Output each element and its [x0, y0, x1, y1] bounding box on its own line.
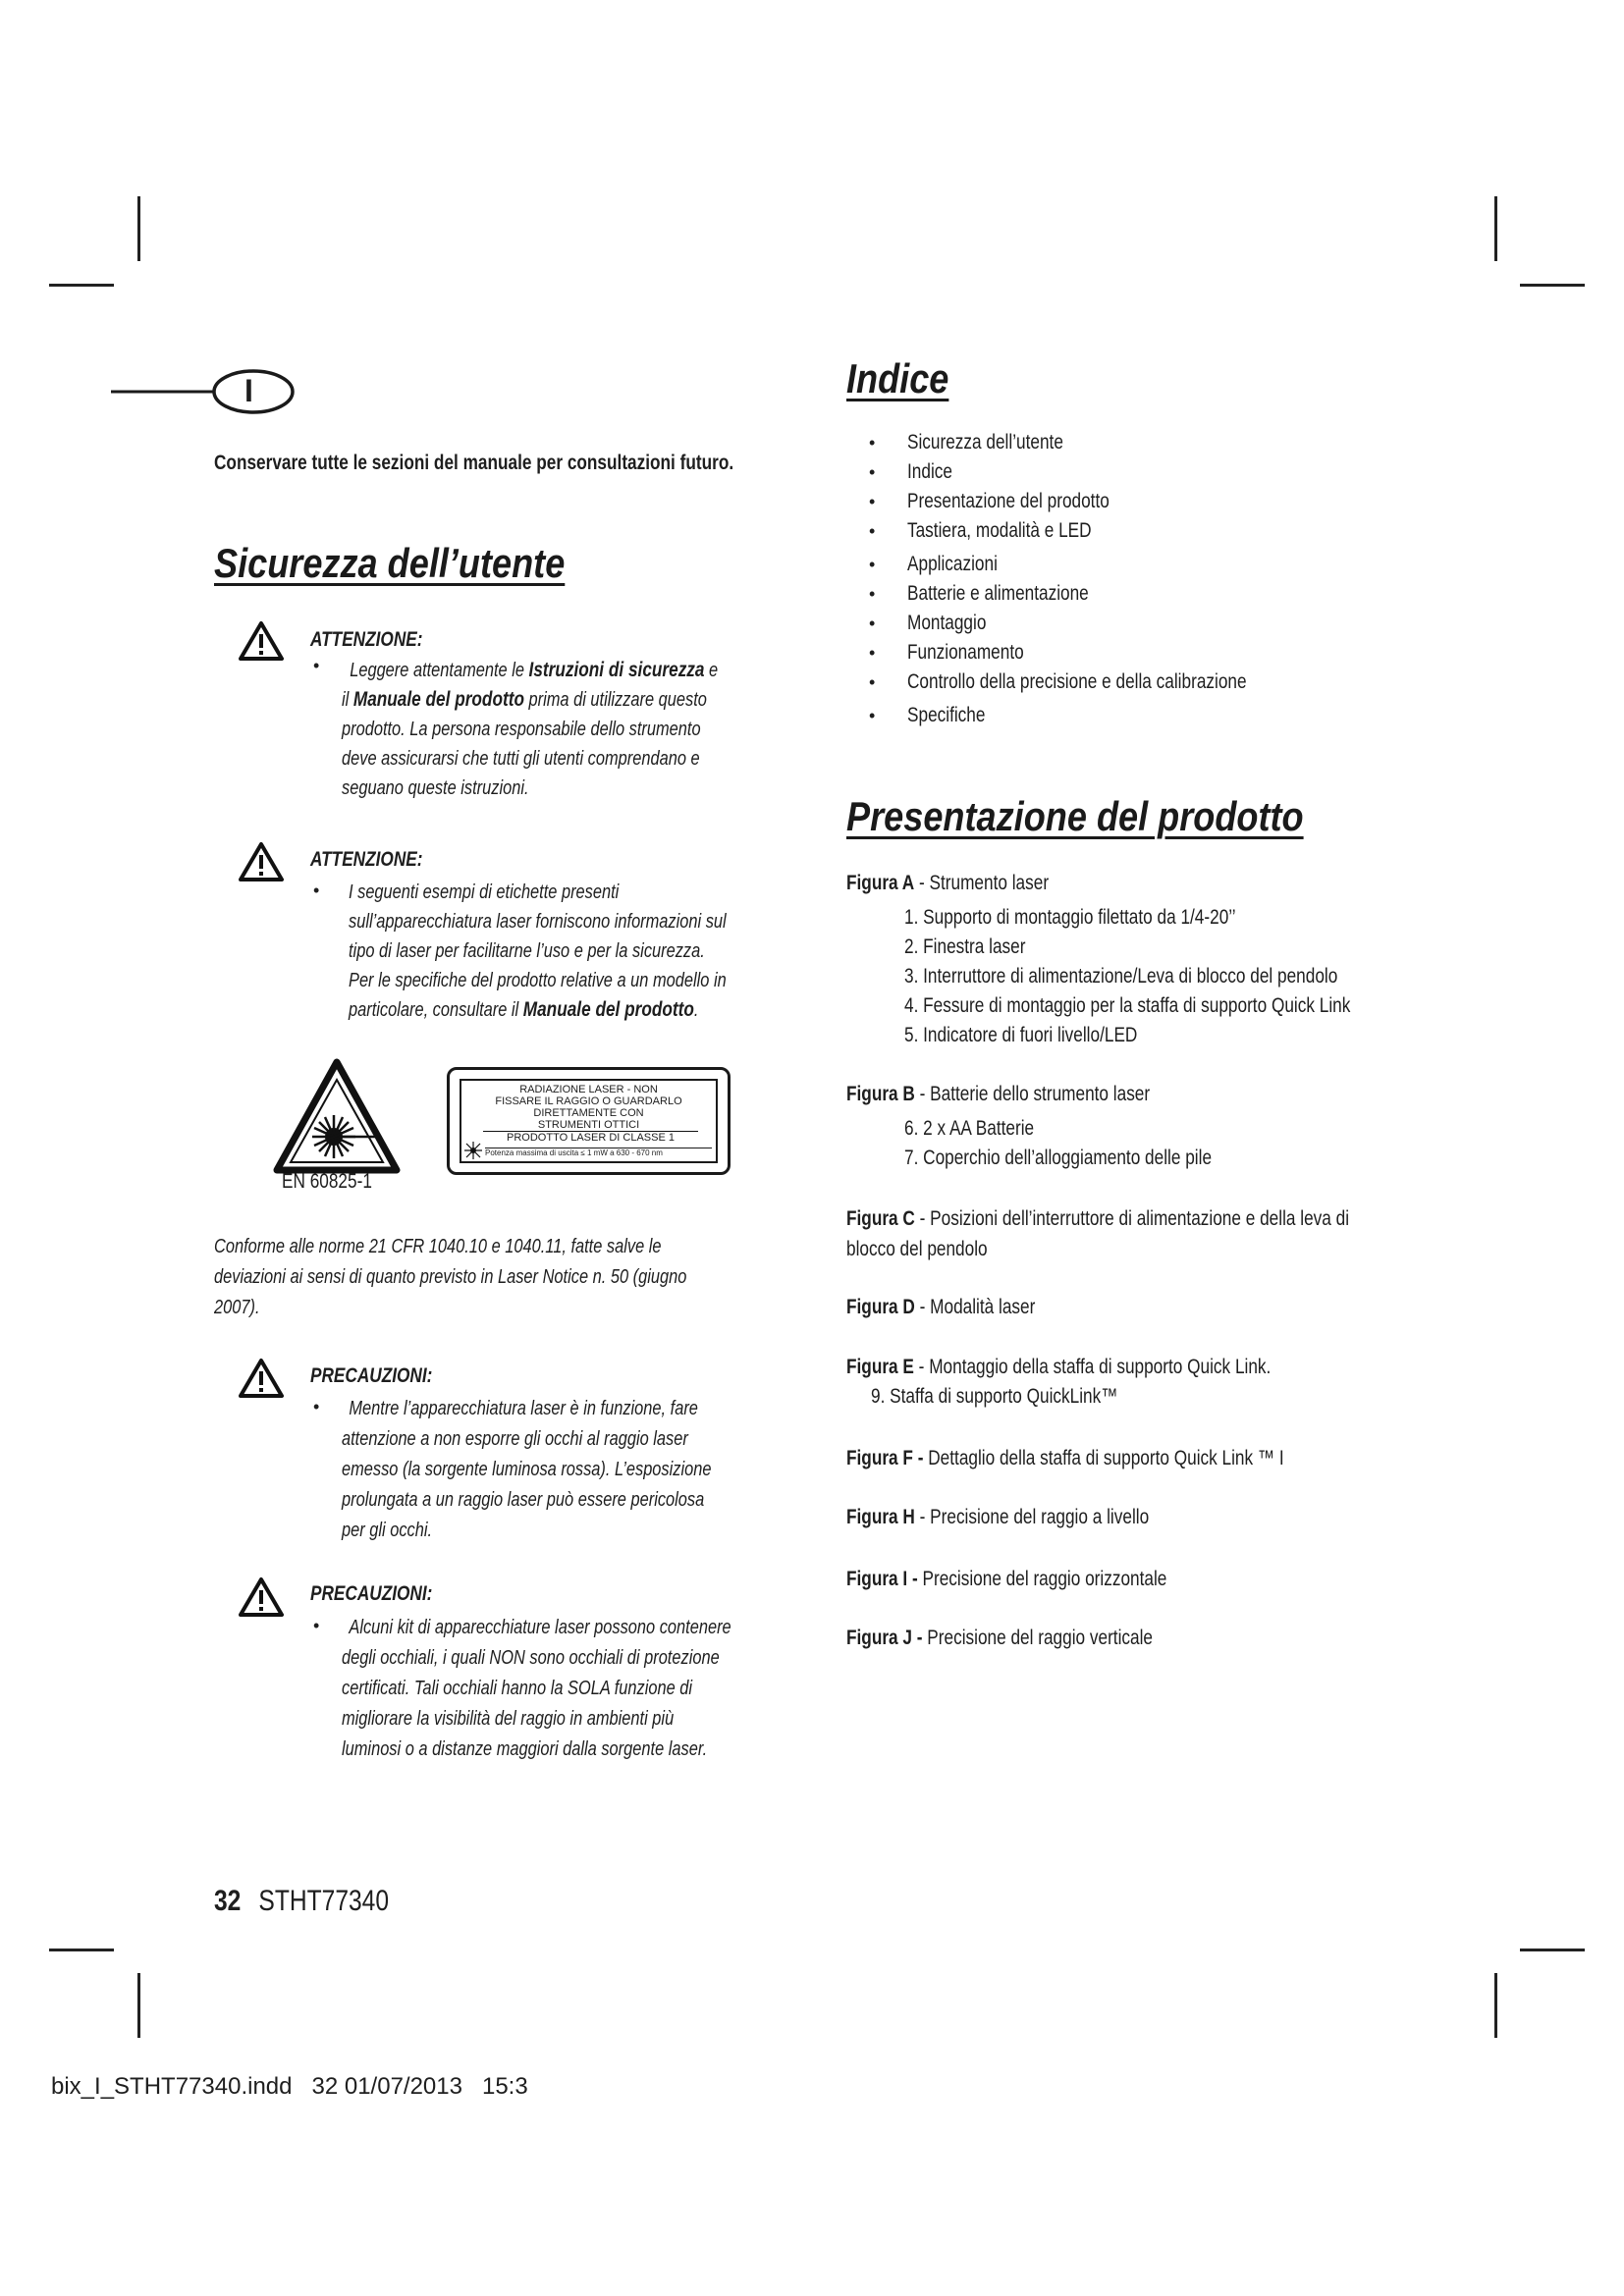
figure-item: 6. 2 x AA Batterie [904, 1117, 1035, 1140]
figure-h: Figura H - Precisione del raggio a livello [846, 1506, 1150, 1528]
caution-line: Alcuni kit di apparecchiature laser possono contenere [349, 1617, 731, 1638]
toc-item: Specifiche [907, 704, 986, 726]
warning-icon [239, 1576, 284, 1623]
label-small-text: Potenza massima di uscita ≤ 1 mW a 630 - 670 nm [485, 1148, 712, 1158]
page-footer [214, 1885, 427, 1918]
warning-line: deve assicurarsi che tutti gli utenti comprendano e [342, 748, 700, 770]
figure-item: 5. Indicatore di fuori livello/LED [904, 1024, 1138, 1046]
warning-line: Leggere attentamente le Istruzioni di sicurezza e [350, 659, 719, 681]
intro-note: Conservare tutte le sezioni del manuale per consultazioni futuro. [214, 452, 734, 474]
toc-item: Montaggio [907, 612, 987, 634]
toc-item: Funzionamento [907, 641, 1024, 664]
caution2-body [342, 1613, 817, 1765]
toc-bullet: • [869, 672, 876, 692]
toc-item: Applicazioni [907, 553, 998, 575]
toc-bullet: • [869, 492, 876, 511]
laser-starburst-icon [464, 1142, 482, 1162]
toc-item: Controllo della precisione e della calibrazione [907, 670, 1247, 693]
figure-item: 7. Coperchio dell’alloggiamento delle pile [904, 1147, 1213, 1169]
crop-mark [1520, 1949, 1585, 1951]
laser-warning-label-inner [460, 1079, 718, 1163]
label-line: PRODOTTO LASER DI CLASSE 1 [483, 1131, 698, 1144]
toc-item: Tastiera, modalità e LED [907, 519, 1092, 542]
toc-bullet: • [869, 433, 876, 453]
toc-bullet: • [869, 614, 876, 633]
caution-line: luminosi o a distanze maggiori dalla sorgente laser. [342, 1738, 708, 1760]
figure-b: Figura B - Batterie dello strumento laser [846, 1083, 1151, 1105]
figure-e-items [871, 1385, 1172, 1409]
warning-line: particolare, consultare il Manuale del prodotto. [349, 998, 699, 1021]
compliance-text [214, 1232, 790, 1323]
crop-mark [137, 196, 140, 261]
toc-bullet: • [869, 555, 876, 574]
figure-e: Figura E - Montaggio della staffa di supporto Quick Link. [846, 1356, 1272, 1378]
caution2-title: PRECAUZIONI: [310, 1582, 433, 1605]
heading-overview: Presentazione del prodotto [846, 793, 1304, 839]
language-letter: I [244, 373, 253, 408]
figure-item: 1. Supporto di montaggio filettato da 1/4-20’’ [904, 906, 1236, 929]
crop-mark [49, 1949, 114, 1951]
caution-line: per gli occhi. [342, 1520, 433, 1541]
caution-line: migliorare la visibilità del raggio in ambienti più [342, 1708, 675, 1730]
warning-icon [239, 620, 284, 667]
warning1-bullet: • [313, 656, 320, 675]
warning-line: prodotto. La persona responsabile dello strumento [342, 719, 701, 740]
crop-mark [137, 1973, 140, 2038]
warning-line: I seguenti esempi di etichette presenti [349, 881, 620, 903]
laser-hazard-icon [273, 1058, 401, 1179]
caution-line: Mentre l’apparecchiatura laser è in funzione, fare [349, 1398, 698, 1419]
figure-i: Figura I - Precisione del raggio orizzontale [846, 1568, 1167, 1590]
label-line: STRUMENTI OTTICI [537, 1119, 640, 1131]
toc-item: Presentazione del prodotto [907, 490, 1110, 512]
page-number: 32 [214, 1885, 242, 1917]
figure-item: 4. Fessure di montaggio per la staffa di supporto Quick Link [904, 994, 1351, 1017]
caution-line: degli occhiali, i quali NON sono occhiali di protezione [342, 1647, 720, 1669]
heading-safety: Sicurezza dell’utente [214, 540, 566, 586]
figure-b-items [904, 1114, 1279, 1173]
label-line: DIRETTAMENTE CON [533, 1107, 644, 1119]
warning2-body [349, 878, 809, 1025]
caution-line: emesso (la sorgente luminosa rossa). L’esposizione [342, 1459, 712, 1480]
model-number: STHT77340 [258, 1885, 390, 1917]
compliance-line: 2007). [214, 1297, 260, 1318]
heading-toc: Indice [846, 355, 949, 401]
figure-f: Figura F - Dettaglio della staffa di supporto Quick Link ™ I [846, 1447, 1284, 1469]
label-line: FISSARE IL RAGGIO O GUARDARLO [495, 1095, 682, 1107]
caution-line: prolungata a un raggio laser può essere pericolosa [342, 1489, 705, 1511]
figure-d: Figura D - Modalità laser [846, 1296, 1036, 1318]
crop-mark [49, 284, 114, 287]
warning2-title: ATTENZIONE: [310, 848, 423, 871]
caution1-title: PRECAUZIONI: [310, 1364, 433, 1387]
figure-a: Figura A - Strumento laser [846, 872, 1050, 894]
caution2-bullet: • [313, 1616, 320, 1635]
warning1-title: ATTENZIONE: [310, 628, 423, 651]
label-line: RADIAZIONE LASER - NON [519, 1084, 658, 1095]
toc-item: Sicurezza dell’utente [907, 431, 1063, 454]
warning-icon [239, 841, 284, 887]
warning-icon [239, 1358, 284, 1404]
toc-bullet: • [869, 706, 876, 725]
warning-line: seguano queste istruzioni. [342, 777, 529, 799]
warning-line: il Manuale del prodotto prima di utilizzare questo [342, 688, 707, 711]
caution1-body [342, 1394, 792, 1546]
figure-item: 3. Interruttore di alimentazione/Leva di blocco del pendolo [904, 965, 1338, 988]
warning-line: tipo di laser per facilitarne l’uso e per la sicurezza. [349, 940, 705, 962]
standard-label: EN 60825-1 [282, 1170, 372, 1193]
crop-mark [1494, 196, 1497, 261]
figure-j: Figura J - Precisione del raggio verticale [846, 1627, 1154, 1649]
toc-item: Batterie e alimentazione [907, 582, 1089, 605]
toc-bullet: • [869, 462, 876, 482]
compliance-line: Conforme alle norme 21 CFR 1040.10 e 1040.11, fatte salve le [214, 1236, 662, 1257]
toc-item: Indice [907, 460, 952, 483]
toc-bullet: • [869, 521, 876, 541]
language-marker [111, 367, 307, 421]
caution1-bullet: • [313, 1397, 320, 1416]
toc-bullet: • [869, 643, 876, 663]
figure-item: 9. Staffa di supporto QuickLink™ [871, 1385, 1118, 1408]
crop-mark [1494, 1973, 1497, 2038]
toc-bullet: • [869, 584, 876, 604]
laser-warning-label [447, 1067, 731, 1175]
caution-line: attenzione a non esporre gli occhi al raggio laser [342, 1428, 688, 1450]
warning1-body [342, 656, 800, 803]
figure-c: Figura C - Posizioni dell’interruttore di alimentazione e della leva di blocco del pendolo [846, 1207, 1350, 1260]
crop-mark [1520, 284, 1585, 287]
warning2-bullet: • [313, 881, 320, 900]
compliance-line: deviazioni ai sensi di quanto previsto in Laser Notice n. 50 (giugno [214, 1266, 687, 1288]
print-slug: bix_I_STHT77340.indd 32 01/07/2013 15:3 [51, 2073, 528, 2100]
figure-a-items [904, 903, 1448, 1050]
caution-line: certificati. Tali occhiali hanno la SOLA funzione di [342, 1678, 693, 1699]
warning-line: Per le specifiche del prodotto relative a un modello in [349, 970, 727, 991]
figure-item: 2. Finestra laser [904, 935, 1026, 958]
warning-line: sull’apparecchiatura laser forniscono informazioni sul [349, 911, 727, 933]
